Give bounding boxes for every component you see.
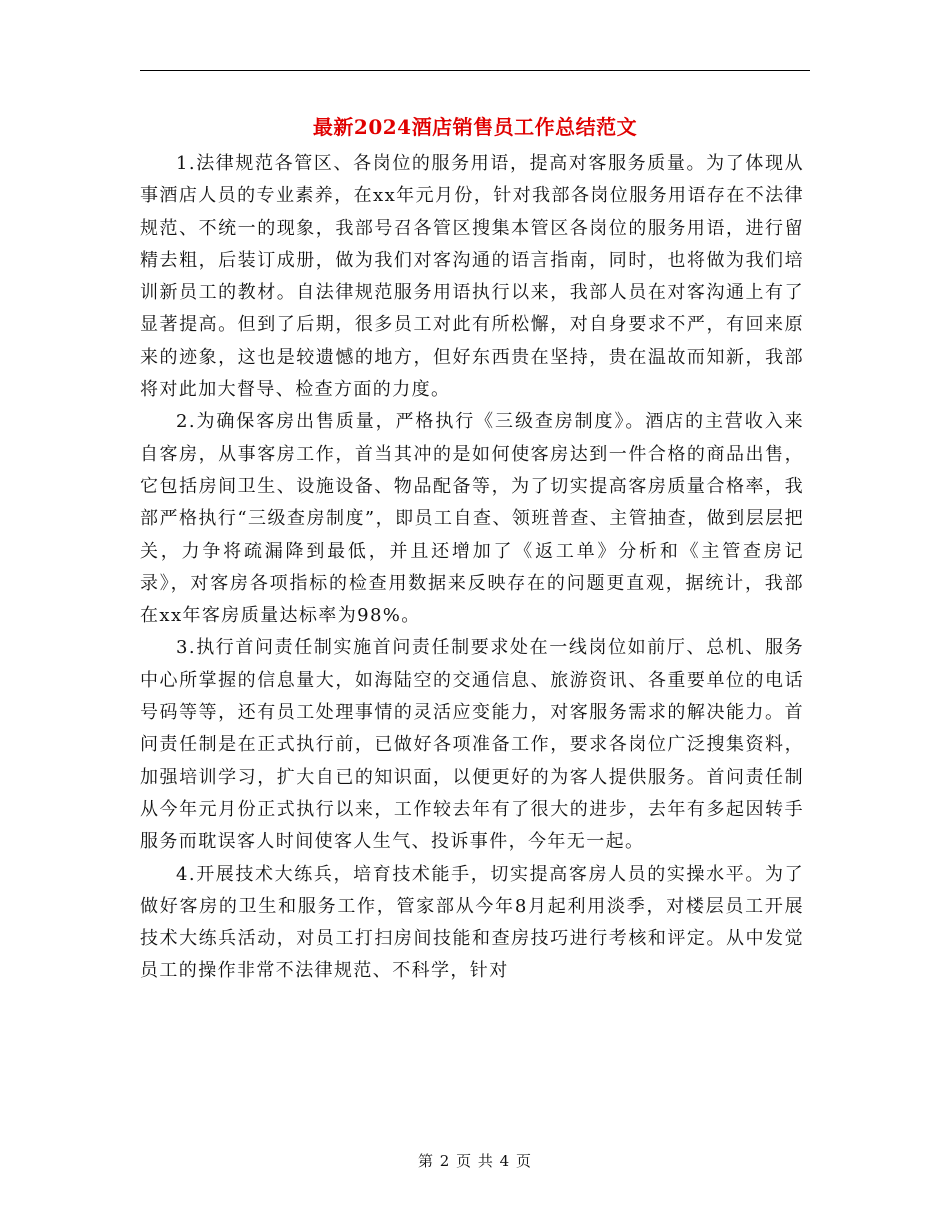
header-rule <box>140 70 810 71</box>
document-title: 最新2024酒店销售员工作总结范文 <box>312 115 638 139</box>
paragraph-2: 2.为确保客房出售质量，严格执行《三级查房制度》。酒店的主营收入来自客房，从事客房工作，首当其冲的是如何使客房达到一件合格的商品出售，它包括房间卫生、设施设备、物品配备等，为了切实提高客房质量合格率，我部严格执行“三级查房制度”，即员工自查、领班普查、主管抽查，做到层层把关，力争将疏漏降到最低，并且还增加了《返工单》分析和《主管查房记录》，对客房各项指标的检查用数据来反映存在的问题更直观，据统计，我部在xx年客房质量达标率为98%。 <box>140 411 804 627</box>
paragraph-3: 3.执行首问责任制实施首问责任制要求处在一线岗位如前厅、总机、服务中心所掌握的信息量大，如海陆空的交通信息、旅游资讯、各重要单位的电话号码等等，还有员工处理事情的灵活应变能力，对客服务需求的解决能力。首问责任制是在正式执行前，已做好各项准备工作，要求各岗位广泛搜集资料，加强培训学习，扩大自已的知识面，以便更好的为客人提供服务。首问责任制从今年元月份正式执行以来，工作较去年有了很大的进步，去年有多起因转手服务而耽误客人时间使客人生气、投诉事件，今年无一起。 <box>140 637 804 853</box>
paragraph-4: 4.开展技术大练兵，培育技术能手，切实提高客房人员的实操水平。为了做好客房的卫生和服务工作，管家部从今年8月起利用淡季，对楼层员工开展技术大练兵活动，对员工打扫房间技能和查房技巧进行考核和评定。从中发觉员工的操作非常不法律规范、不科学，针对 <box>140 863 804 982</box>
paragraph-1: 1.法律规范各管区、各岗位的服务用语，提高对客服务质量。为了体现从事酒店人员的专业素养，在xx年元月份，针对我部各岗位服务用语存在不法律规范、不统一的现象，我部号召各管区搜集本管区各岗位的服务用语，进行留精去粗，后装订成册，做为我们对客沟通的语言指南，同时，也将做为我们培训新员工的教材。自法律规范服务用语执行以来，我部人员在对客沟通上有了显著提高。但到了后期，很多员工对此有所松懈，对自身要求不严，有回来原来的迹象，这也是较遗憾的地方，但好东西贵在坚持，贵在温故而知新，我部将对此加大督导、检查方面的力度。 <box>140 153 804 401</box>
document-body <box>140 148 804 988</box>
page-number-footer: 第 2 页 共 4 页 <box>418 1152 532 1170</box>
